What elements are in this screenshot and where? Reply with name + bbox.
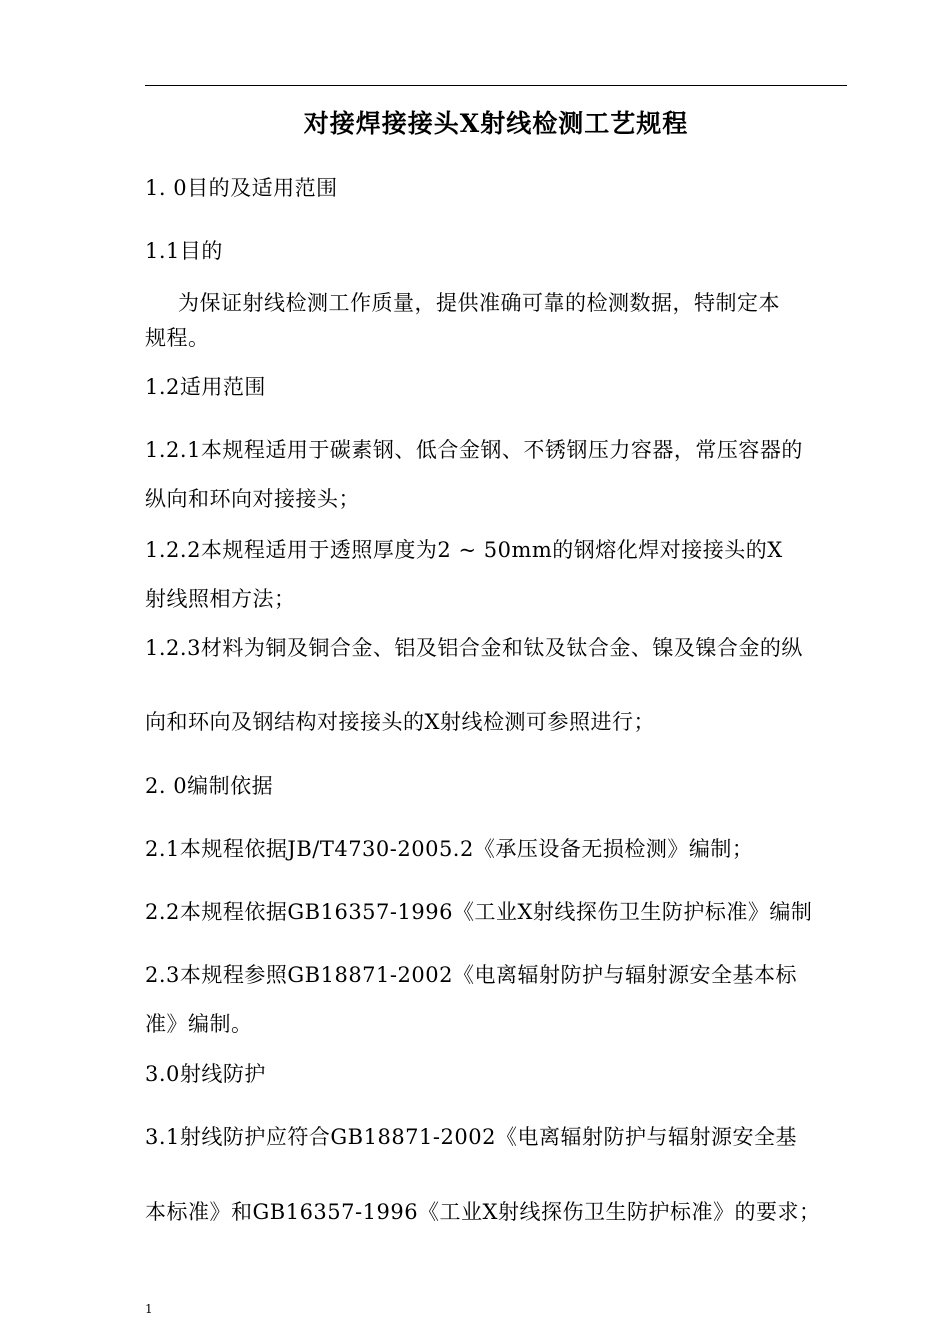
- paragraph-line: 1.2.3材料为铜及铜合金、铝及铝合金和钛及钛合金、镍及镍合金的纵: [145, 636, 803, 660]
- paragraph-line: 3.1射线防护应符合GB18871-2002《电离辐射防护与辐射源安全基: [145, 1125, 797, 1149]
- header-rule: [145, 85, 847, 86]
- paragraph-line: 纵向和环向对接接头；: [145, 487, 360, 511]
- paragraph-line: 2.1本规程依据JB/T4730-2005.2《承压设备无损检测》编制；: [145, 837, 754, 861]
- paragraph-line: 本标准》和GB16357-1996《工业X射线探伤卫生防护标准》的要求；: [145, 1200, 821, 1224]
- document-title: 对接焊接接头X射线检测工艺规程: [303, 109, 689, 138]
- subsection-heading-1-1: 1.1目的: [145, 239, 223, 263]
- paragraph-line: 准》编制。: [145, 1012, 253, 1036]
- section-heading-2-0: 2. 0编制依据: [145, 774, 274, 798]
- paragraph-line: 为保证射线检测工作质量，提供准确可靠的检测数据，特制定本: [178, 291, 780, 315]
- page-number: 1: [145, 1302, 153, 1316]
- section-heading-3-0: 3.0射线防护: [145, 1062, 266, 1086]
- paragraph-line: 规程。: [145, 326, 210, 350]
- paragraph-line: 向和环向及钢结构对接接头的X射线检测可参照进行；: [145, 710, 655, 734]
- paragraph-line: 1.2.2本规程适用于透照厚度为2 ~ 50mm的钢熔化焊对接接头的X: [145, 538, 783, 562]
- section-heading-1-0: 1. 0目的及适用范围: [145, 176, 338, 200]
- paragraph-line: 2.3本规程参照GB18871-2002《电离辐射防护与辐射源安全基本标: [145, 963, 797, 987]
- paragraph-line: 2.2本规程依据GB16357-1996《工业X射线探伤卫生防护标准》编制: [145, 900, 813, 924]
- paragraph-line: 射线照相方法；: [145, 587, 296, 611]
- paragraph-line: 1.2.1本规程适用于碳素钢、低合金钢、不锈钢压力容器，常压容器的: [145, 438, 803, 462]
- subsection-heading-1-2: 1.2适用范围: [145, 375, 266, 399]
